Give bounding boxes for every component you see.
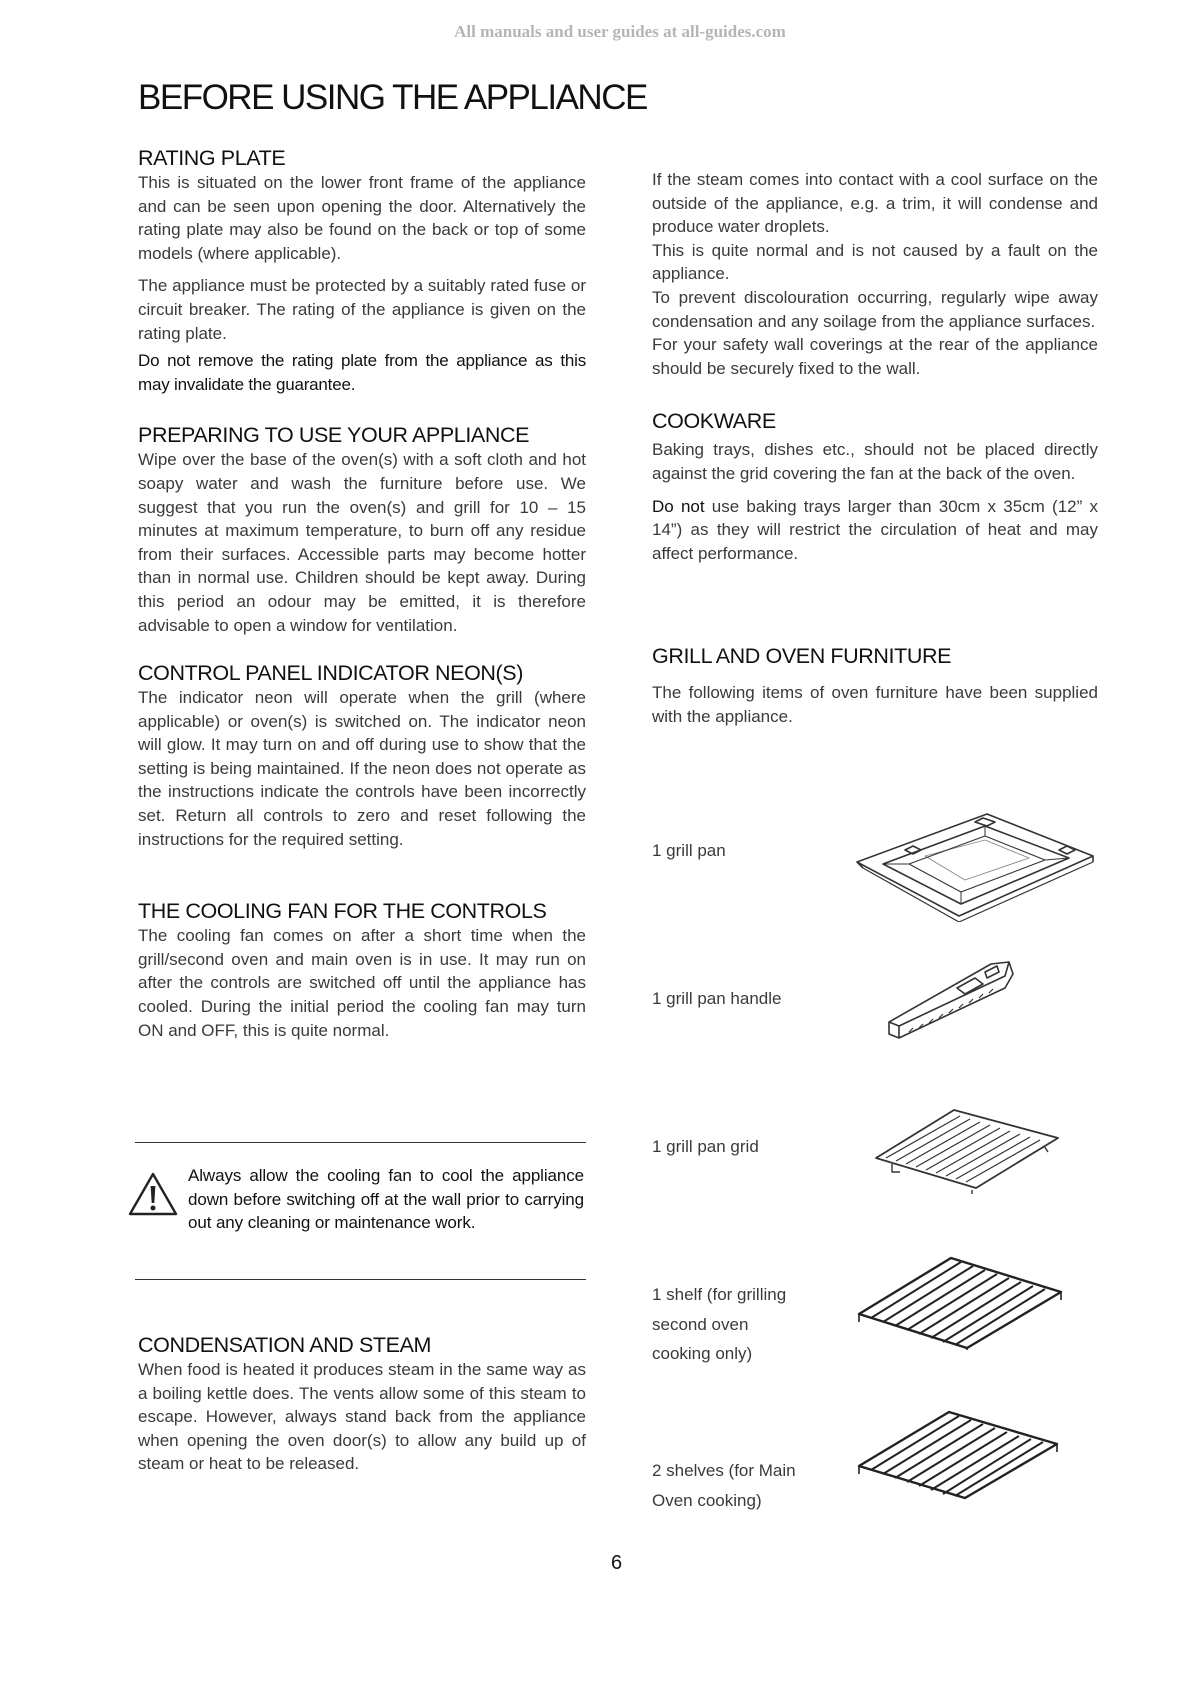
- warning-text: Always allow the cooling fan to cool the appliance down before switching off at the wall prior to carrying out any cleaning or maintenance work.: [188, 1166, 584, 1233]
- page-title: BEFORE USING THE APPLIANCE: [138, 78, 647, 117]
- furniture-item-label: [652, 1456, 796, 1515]
- cookware-heading: COOKWARE: [652, 409, 776, 434]
- warning-triangle-icon: [127, 1171, 179, 1217]
- grill-pan-icon: [855, 812, 1095, 922]
- neon-heading: CONTROL PANEL INDICATOR NEON(S): [138, 661, 523, 686]
- furniture-item-label-line: second oven: [652, 1314, 749, 1334]
- condensation-cont-paragraph-1: If the steam comes into contact with a cool surface on the outside of the appliance, e.g. a trim, it will condense and produce water droplets.: [652, 170, 1098, 237]
- furniture-section: [652, 644, 1098, 728]
- preparing-section: [138, 423, 586, 637]
- cooling-fan-section: [138, 899, 586, 1042]
- preparing-heading: PREPARING TO USE YOUR APPLIANCE: [138, 423, 530, 448]
- condensation-continued-section: [652, 168, 1098, 380]
- furniture-item-label: 1 grill pan grid: [652, 1137, 759, 1156]
- condensation-heading: CONDENSATION AND STEAM: [138, 1333, 432, 1357]
- cooling-fan-paragraph: The cooling fan comes on after a short time when the grill/second oven and main oven is in use. It may run on after the controls are switched off until the appliance has cooled. During the initial period the cooling fan may turn ON and OFF, this is quite normal.: [138, 926, 586, 1040]
- condensation-cont-paragraph-2: This is quite normal and is not caused by a fault on the appliance.: [652, 240, 1098, 284]
- condensation-cont-paragraph-4: For your safety wall coverings at the rear of the appliance should be securely fixed to the wall.: [652, 335, 1098, 378]
- furniture-item-label: 1 grill pan: [652, 841, 726, 860]
- rating-plate-paragraph-1: This is situated on the lower front frame of the appliance and can be seen upon opening the door. Alternatively the rating plate may also be found on the back or top of some models (where applicable).: [138, 173, 586, 263]
- rating-plate-heading: RATING PLATE: [138, 146, 286, 170]
- watermark: All manuals and user guides at all-guides.com: [454, 22, 786, 41]
- page-number: 6: [611, 1552, 623, 1574]
- cookware-do-not: Do not: [652, 496, 705, 516]
- furniture-heading: GRILL AND OVEN FURNITURE: [652, 644, 952, 669]
- furniture-item-label-line: Oven cooking): [652, 1490, 762, 1510]
- cooling-fan-heading: THE COOLING FAN FOR THE CONTROLS: [138, 899, 547, 924]
- cookware-paragraph-1: Baking trays, dishes etc., should not be placed directly against the grid covering the fan at the back of the oven.: [652, 440, 1098, 483]
- shelves-icon: [855, 1408, 1061, 1500]
- warning-box: [135, 1142, 586, 1280]
- furniture-item-label: [652, 1280, 786, 1369]
- furniture-intro: The following items of oven furniture have been supplied with the appliance.: [652, 683, 1098, 726]
- furniture-item-label-line: 2 shelves (for Main: [652, 1461, 796, 1480]
- cookware-paragraph-2-rest: use baking trays larger than 30cm x 35cm (12” x 14”) as they will restrict the circulation of heat and may affect performance.: [652, 496, 1099, 563]
- condensation-section: [138, 1333, 586, 1476]
- furniture-item-label-line: cooking only): [652, 1344, 753, 1363]
- right-column: [652, 168, 1098, 729]
- furniture-item-label-line: 1 shelf (for grilling: [652, 1285, 787, 1304]
- rating-plate-paragraph-2: The appliance must be protected by a suitably rated fuse or circuit breaker. The rating of the appliance is given on the rating plate.: [138, 276, 586, 343]
- condensation-cont-paragraph-3: To prevent discolouration occurring, regularly wipe away condensation and any soilage from the appliance surfaces.: [652, 287, 1098, 331]
- shelf-icon: [855, 1254, 1065, 1350]
- neon-section: [138, 661, 586, 851]
- left-column: [138, 146, 586, 1042]
- rating-plate-note: Do not remove the rating plate from the appliance as this may invalidate the guarantee.: [138, 351, 586, 394]
- rating-plate-section: [138, 146, 586, 396]
- grill-pan-grid-icon: [872, 1106, 1062, 1194]
- furniture-item-label: 1 grill pan handle: [652, 989, 782, 1008]
- neon-paragraph: The indicator neon will operate when the grill (where applicable) or oven(s) is switched on. The indicator neon will glow. It may turn on and off during use to show that the setting is being maintained. If the neon does not operate as the instructions indicate the controls have been incorrectly set. Return all controls to zero and reset following the instructions for the required setting.: [138, 688, 586, 849]
- cookware-paragraph-2: [652, 495, 1098, 566]
- grill-pan-handle-icon: [885, 958, 1015, 1040]
- condensation-paragraph: When food is heated it produces steam in the same way as a boiling kettle does. The vents allow some of this steam to escape. However, always stand back from the appliance when opening the oven door(s) to allow any build up of steam or heat to be released.: [138, 1360, 586, 1474]
- preparing-paragraph: Wipe over the base of the oven(s) with a soft cloth and hot soapy water and wash the furniture before use. We suggest that you run the oven(s) and grill for 10 – 15 minutes at maximum temperature, to burn off any residue from their surfaces. Accessible parts may become hotter than in normal use. Children should be kept away. During this period an odour may be emitted, it is therefore advisable to open a window for ventilation.: [138, 450, 586, 635]
- cookware-section: [652, 409, 1098, 565]
